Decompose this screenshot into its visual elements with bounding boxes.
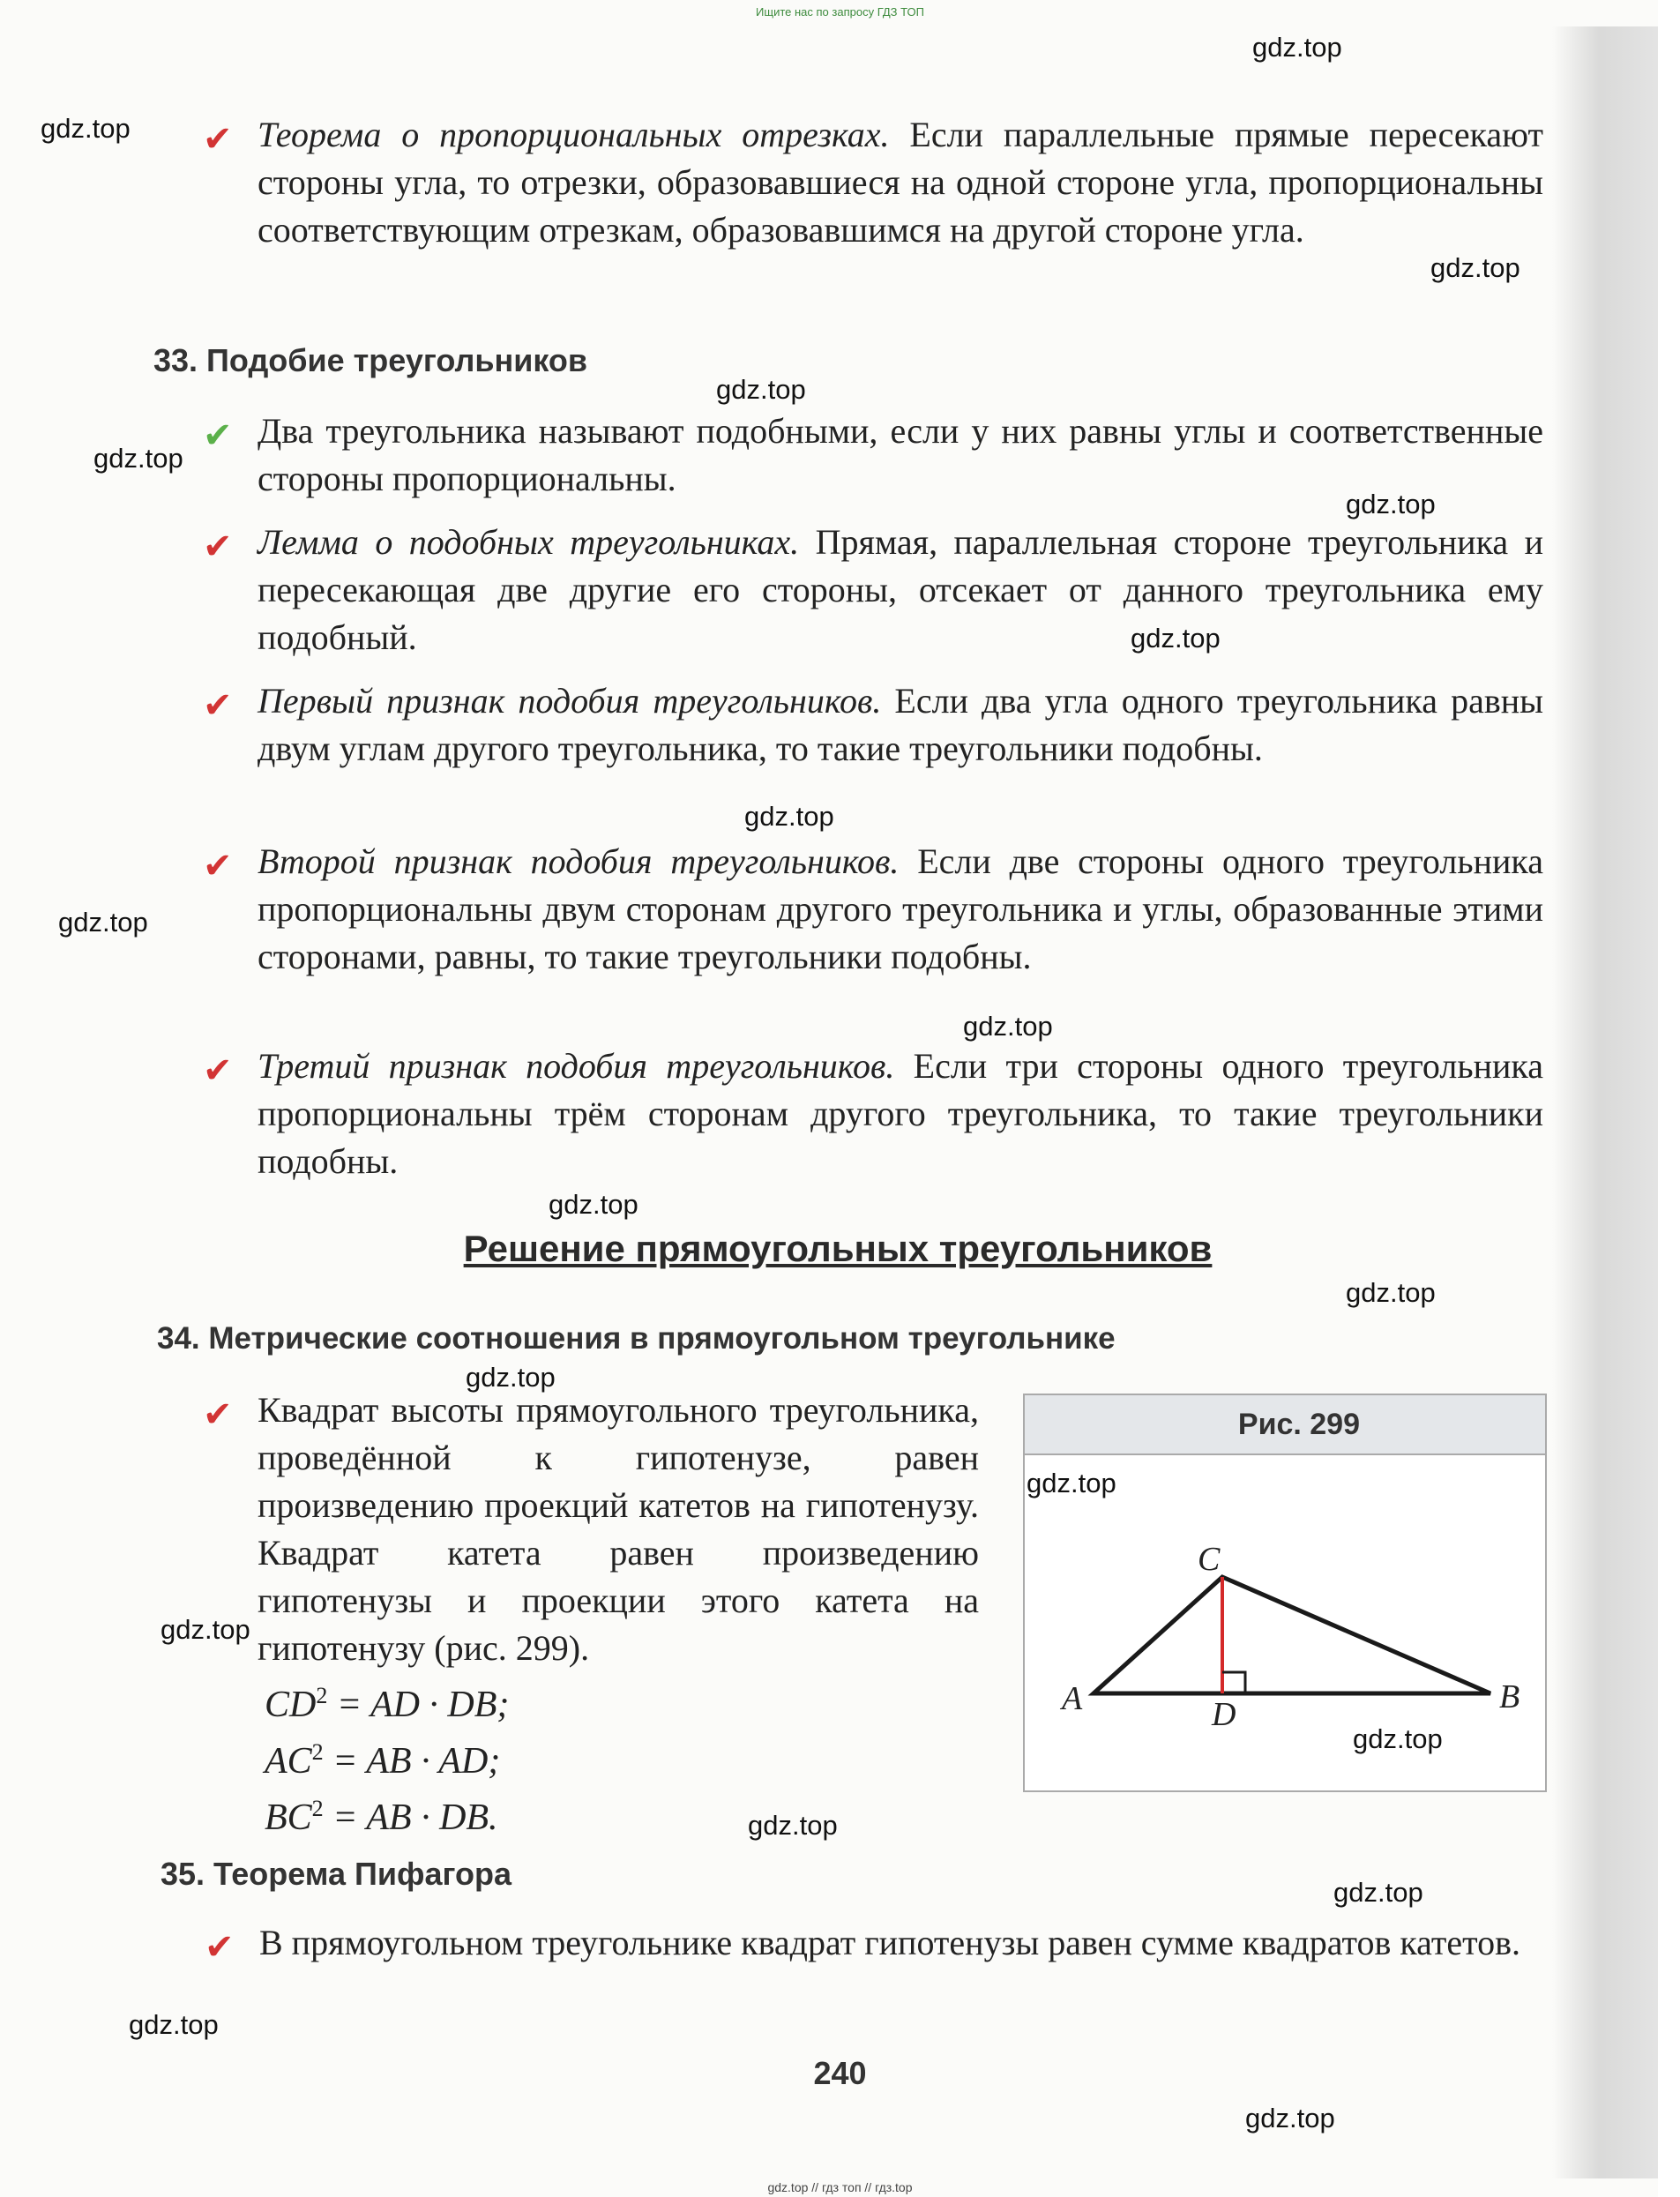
watermark: gdz.top [1245,2103,1335,2133]
theorem-lead: Теорема о пропорциональных отрезках. [258,115,890,154]
triangle-diagram [1025,1455,1545,1790]
watermark: gdz.top [1333,1877,1423,1908]
check-icon: ✔ [203,119,233,160]
watermark: gdz.top [1252,32,1342,63]
list-item [203,1042,1543,1185]
list-item [203,519,1543,661]
section-34-text: Квадрат высоты прямоугольного треугольника, проведённой к гипотенузе, равен произведению проекций катетов на гипотенузу. Квадрат катета равен произведению гипотенузы и проекции этого катета на гипотенузу (рис. 299). [258,1390,979,1668]
list-item [203,407,1543,503]
item-lead: Третий признак подобия треугольников. [258,1046,895,1086]
watermark: gdz.top [1353,1723,1443,1754]
item-lead: Второй признак подобия треугольников. [258,841,900,881]
watermark: gdz.top [1027,1468,1116,1498]
check-icon: ✔ [203,415,233,456]
watermark: gdz.top [466,1362,556,1393]
check-icon: ✔ [203,846,233,886]
theorem-body: Если параллельные прямые пересекают стороны угла, то отрезки, образовавшиеся на одной стороне угла, пропорциональны соответствующим отрезкам, образовавшимся на другой стороне угла. [258,115,1543,250]
formula-list [265,1672,979,1842]
watermark: gdz.top [1346,489,1436,519]
watermark: gdz.top [716,374,806,405]
check-icon: ✔ [203,1394,233,1435]
list-item [203,838,1543,981]
watermark: gdz.top [549,1189,638,1220]
item-body: Прямая, параллельная стороне треугольника и пересекающая две другие его стороны, отсекает от данного треугольника ему подобный. [258,522,1543,657]
theorem-proportional-segments [203,111,1543,254]
section-34-heading: 34. Метрические соотношения в прямоугольном треугольнике [157,1321,1116,1356]
watermark: gdz.top [161,1614,250,1645]
check-icon: ✔ [203,685,233,726]
section-35-body [205,1919,1543,1967]
section-35-text: В прямоугольном треугольнике квадрат гипотенузы равен сумме квадратов катетов. [259,1923,1520,1962]
formula-cd: $CD^2$ = AD · DB; [265,1683,510,1725]
watermark: gdz.top [1346,1277,1436,1308]
watermark: gdz.top [93,443,183,474]
section-33-heading: 33. Подобие треугольников [153,342,588,378]
page-number: 240 [813,2055,867,2091]
section-34-body [203,1386,979,1842]
right-angle-mark [1222,1672,1245,1693]
item-text [258,838,1543,981]
check-icon: ✔ [205,1927,235,1968]
label-c: C [1198,1541,1221,1578]
list-item [203,677,1543,773]
item-lead: Первый признак подобия треугольников. [258,681,882,721]
label-a: A [1062,1680,1083,1717]
watermark: gdz.top [1131,623,1221,654]
item-body: Если два угла одного треугольника равны двум углам другого треугольника, то такие треугольники подобны. [258,681,1543,768]
check-icon: ✔ [203,527,233,567]
figure-299 [1023,1394,1547,1792]
formula-ac: $AC^2$ = AB · AD; [265,1739,501,1782]
theorem-text [258,111,1543,254]
label-d: D [1212,1696,1236,1733]
section-35-heading: 35. Теорема Пифагора [161,1856,512,1892]
formula-bc: $BC^2$ = AB · DB. [265,1796,498,1838]
watermark: gdz.top [748,1810,838,1841]
chapter-title: Решение прямоугольных треугольников [463,1228,1213,1269]
watermark: gdz.top [58,907,148,938]
watermark: gdz.top [1430,252,1520,283]
item-text [258,1042,1543,1185]
item-body: Если три стороны одного треугольника пропорциональны трём сторонам другого треугольника, то такие треугольники подобны. [258,1046,1543,1181]
bottom-note: gdz.top // гдз топ // гдз.top [767,2180,913,2194]
item-text [258,677,1543,773]
top-note: Ищите нас по запросу ГДЗ ТОП [756,5,924,19]
watermark: gdz.top [963,1011,1053,1042]
figure-caption: Рис. 299 [1025,1395,1545,1455]
triangle-abc [1094,1577,1490,1693]
watermark: gdz.top [41,113,131,144]
page-spine-shadow [1552,26,1658,2178]
watermark: gdz.top [744,801,834,832]
item-body: Если две стороны одного треугольника пропорциональны двум сторонам другого треугольника и углы, образованные этими сторонами, равны, то такие треугольники подобны. [258,841,1543,976]
item-text [258,519,1543,661]
watermark: gdz.top [129,2009,219,2040]
item-lead: Лемма о подобных треугольниках. [258,522,800,562]
item-body: Два треугольника называют подобными, если у них равны углы и соответственные стороны пропорциональны. [258,411,1543,498]
check-icon: ✔ [203,1050,233,1091]
label-b: B [1499,1678,1520,1715]
